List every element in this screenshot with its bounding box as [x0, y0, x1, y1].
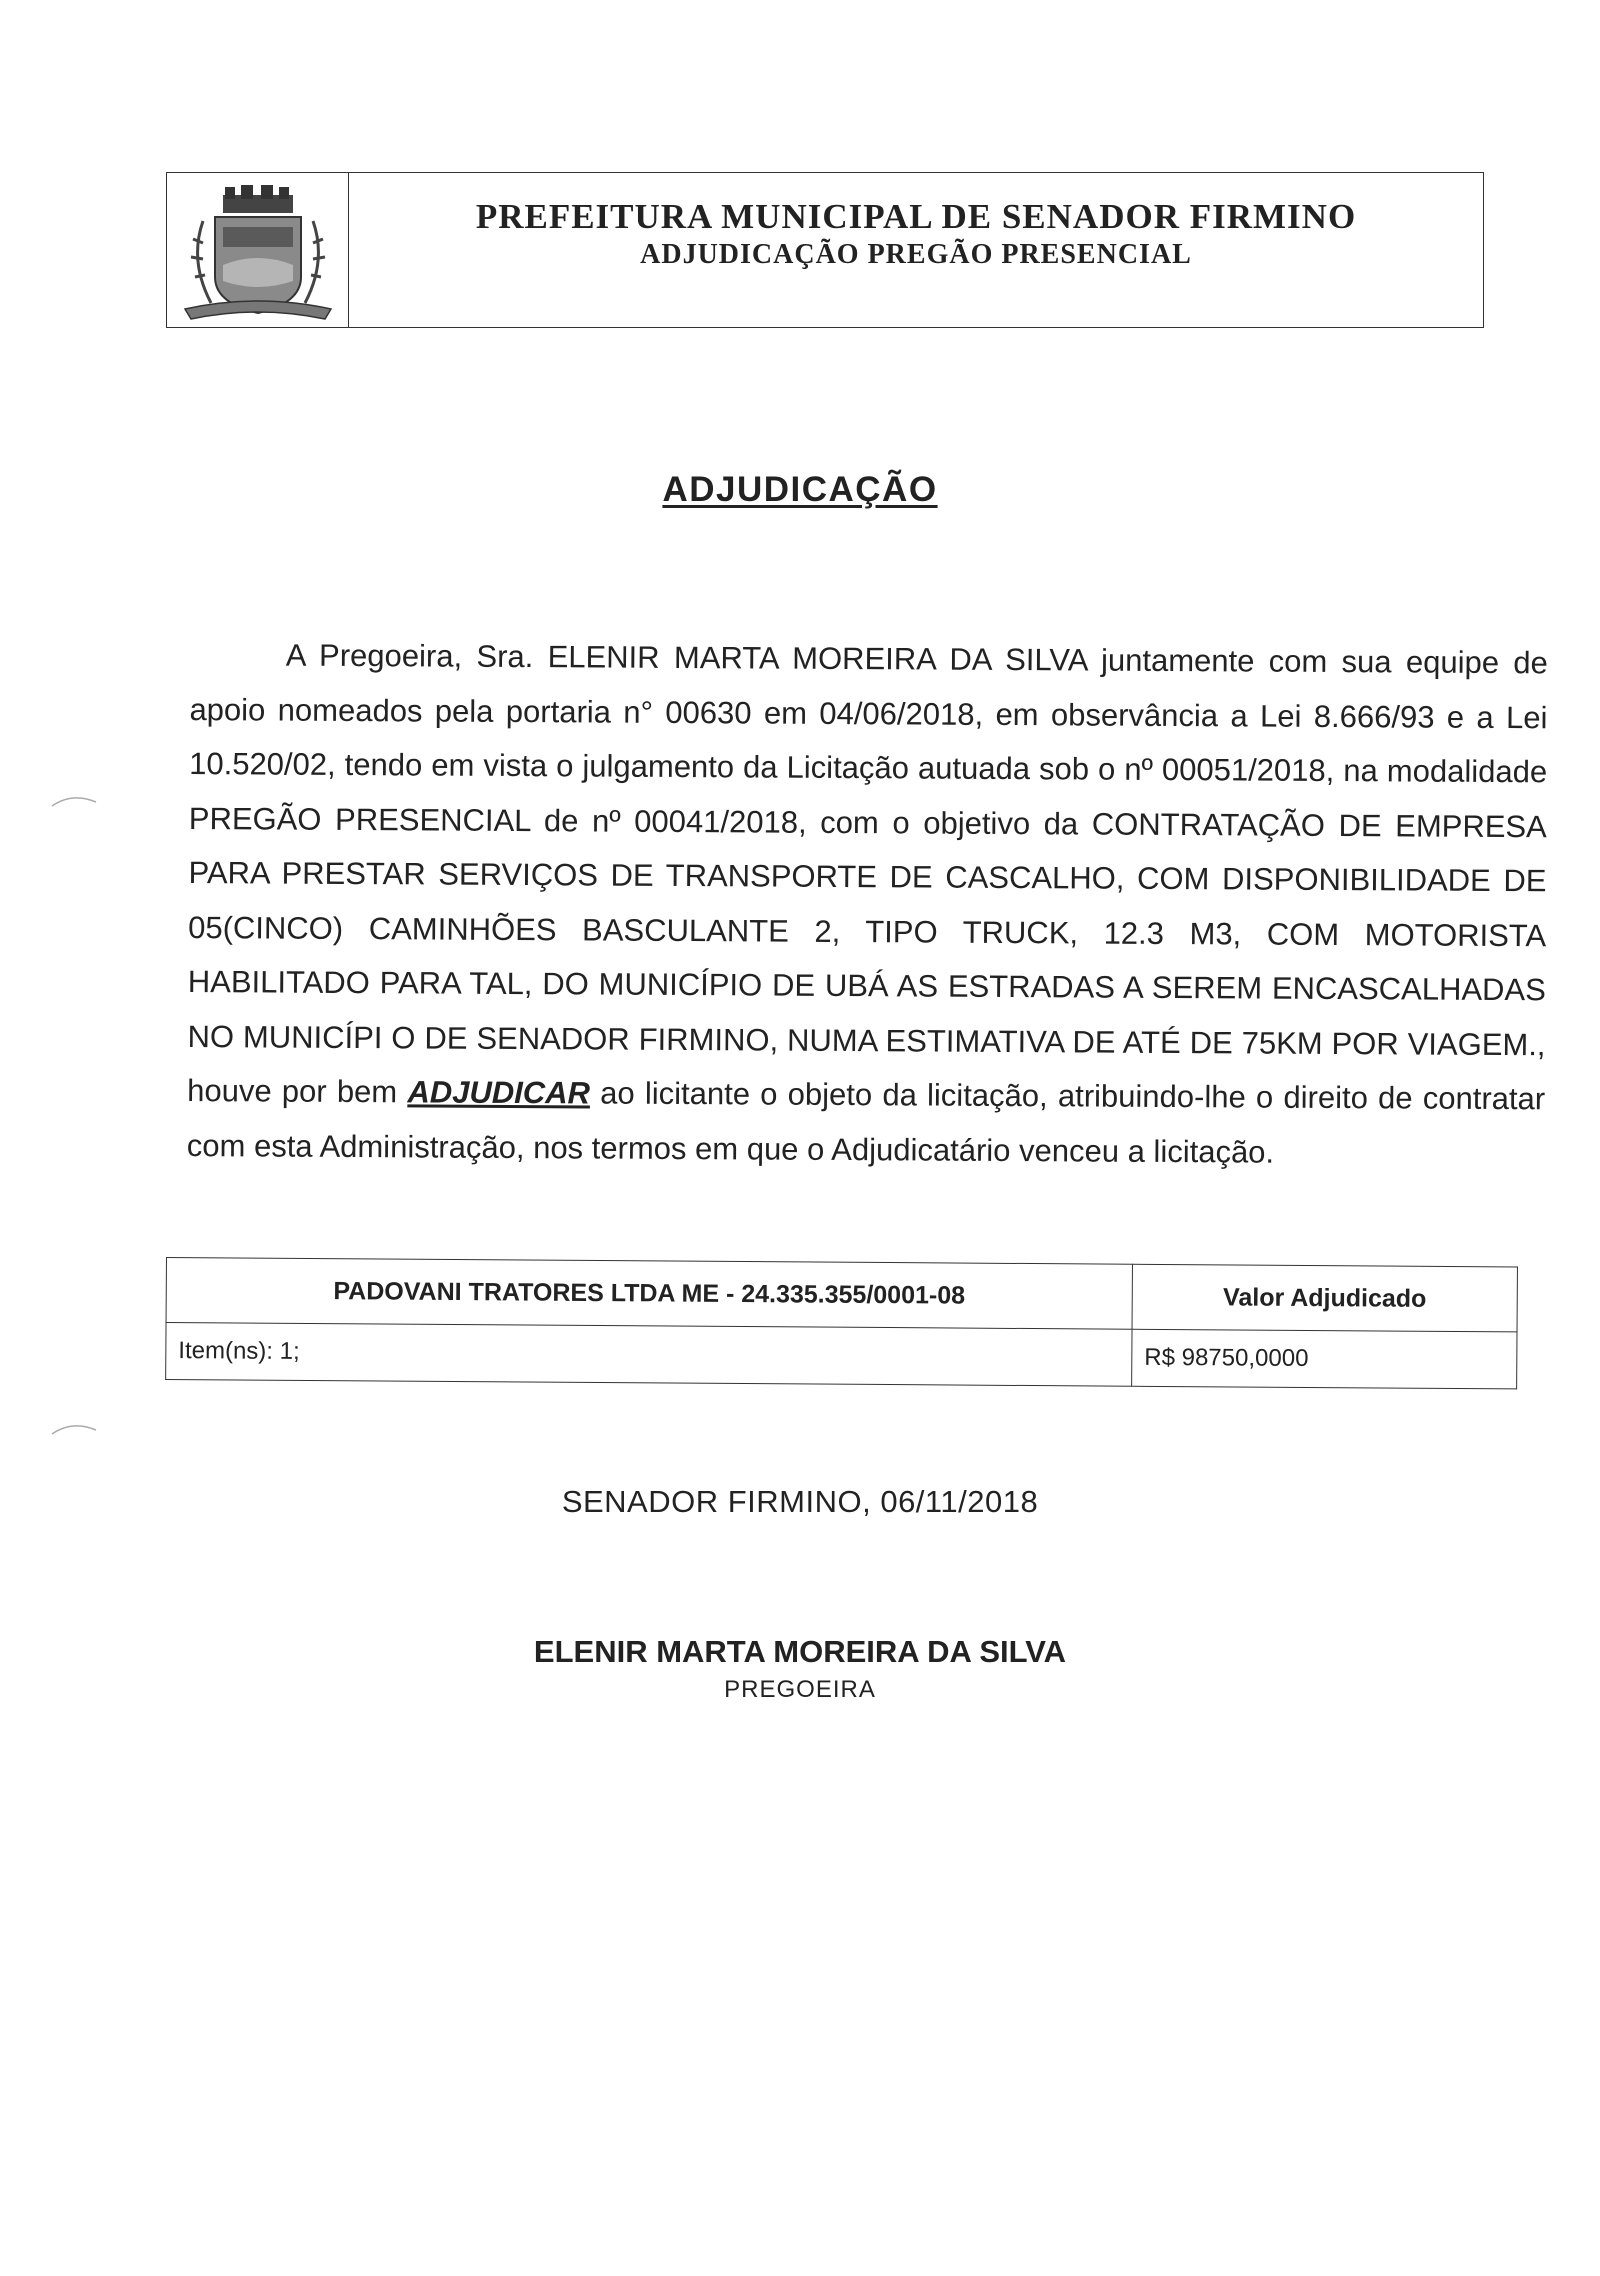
table-row	[166, 1323, 1517, 1389]
value-cell: R$ 98750,0000	[1132, 1329, 1517, 1389]
municipality-title: PREFEITURA MUNICIPAL DE SENADOR FIRMINO	[475, 197, 1357, 236]
place-date: SENADOR FIRMINO, 06/11/2018	[561, 1484, 1039, 1519]
letterhead	[166, 172, 1484, 328]
company-cell: PADOVANI TRATORES LTDA ME - 24.335.355/0001-08	[166, 1258, 1132, 1330]
signer-role: PREGOEIRA	[724, 1676, 876, 1703]
signer-name: ELENIR MARTA MOREIRA DA SILVA	[533, 1634, 1067, 1669]
body-paragraph	[187, 628, 1548, 1181]
paragraph-text-before: A Pregoeira, Sra. ELENIR MARTA MOREIRA DA SILVA juntamente com sua equipe de apoio nomeados pela portaria n° 00630 em 04/06/2018, em observância a Lei 8.666/93 e a Lei 10.520/02, tendo em vista o julgamento da Licitação autuada sob o nº 00051/2018, na modalidade PREGÃO PRESENCIAL de nº 00041/2018, com o objetivo da CONTRATAÇÃO DE EMPRESA PARA PRESTAR SERVIÇOS DE TRANSPORTE DE CASCALHO, COM DISPONIBILIDADE DE 05(CINCO) CAMINHÕES BASCULANTE 2, TIPO TRUCK, 12.3 M3, COM MOTORISTA HABILITADO PARA TAL, DO MUNICÍPIO DE UBÁ AS ESTRADAS A SEREM ENCASCALHADAS NO MUNICÍPI O DE SENADOR FIRMINO, NUMA ESTIMATIVA DE ATÉ DE 75KM POR VIAGEM., houve por bem	[187, 637, 1548, 1110]
document-title: ADJUDICAÇÃO	[662, 470, 938, 509]
award-table	[165, 1257, 1518, 1389]
table-header-row	[166, 1258, 1517, 1332]
paragraph-text-after: ao licitante o objeto da licitação, atribuindo-lhe o direito de contratar com esta Administração, nos termos em que o Adjudicatário venceu a licitação.	[186, 1075, 1546, 1170]
scan-artifact-mark	[50, 1418, 100, 1438]
scan-artifact-mark	[50, 790, 100, 810]
items-cell: Item(ns): 1;	[166, 1323, 1132, 1387]
document-type-subtitle: ADJUDICAÇÃO PREGÃO PRESENCIAL	[640, 239, 1192, 270]
value-header-cell: Valor Adjudicado	[1132, 1264, 1517, 1332]
paragraph-emphasis: ADJUDICAR	[407, 1074, 591, 1111]
coat-of-arms-icon	[167, 173, 349, 327]
